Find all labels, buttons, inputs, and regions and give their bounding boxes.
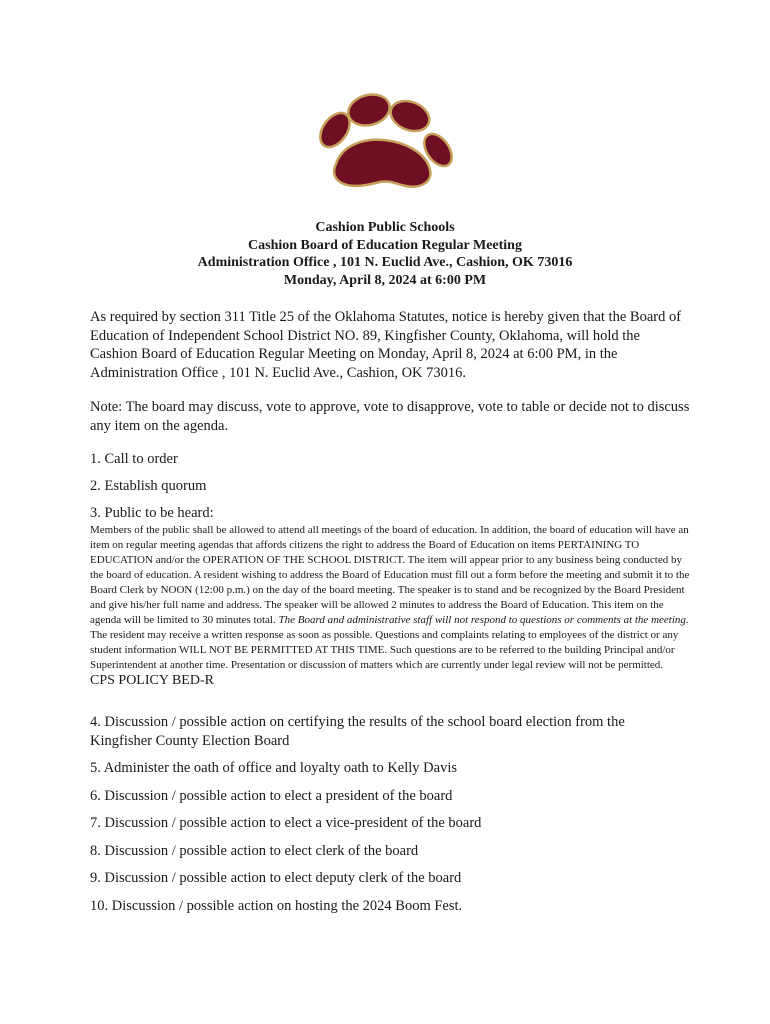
agenda-item-3: 3. Public to be heard: <box>90 505 214 521</box>
meeting-location: Administration Office , 101 N. Euclid Ave., Cashion, OK 73016 <box>197 255 573 270</box>
notice-paragraph: As required by section 311 Title 25 of the Oklahoma Statutes, notice is hereby given that the Board of Education of Independent School District NO. 89, Kingfisher County, Oklahoma, will hold the Cashion Board of Education Regular Meeting on Monday, April 8, 2024 at 6:00 PM, in the Administration Office , 101 N. Euclid Ave., Cashion, OK 73016. <box>90 309 682 381</box>
policy-text-2: The resident may receive a written response as soon as possible. Questions and complaints relating to employees of the district or any student information WILL NOT BE PERMITTED AT THIS TIME. Such questions are to be referred to the building Principal and/or Superintendent at another time. Presentation or discussion of matters which are currently under legal review will not be permitted. <box>90 629 679 671</box>
agenda-item-4: 4. Discussion / possible action on certifying the results of the school board election from the Kingfisher County Election Board <box>90 714 625 749</box>
agenda-item-2: 2. Establish quorum <box>90 478 207 494</box>
note-paragraph: Note: The board may discuss, vote to approve, vote to disapprove, vote to table or decide not to discuss any item on the agenda. <box>90 399 690 434</box>
agenda-item-1: 1. Call to order <box>90 451 178 467</box>
agenda-item-6: 6. Discussion / possible action to elect a president of the board <box>90 788 453 804</box>
meeting-date: Monday, April 8, 2024 at 6:00 PM <box>283 272 487 288</box>
meeting-title: Cashion Board of Education Regular Meeting <box>248 237 522 253</box>
agenda-item-7: 7. Discussion / possible action to elect a vice-president of the board <box>90 815 482 831</box>
school-name: Cashion Public Schools <box>315 220 455 235</box>
policy-text-italic: The Board and administrative staff will not respond to questions or comments at the meeting. <box>278 614 689 626</box>
agenda-item-9: 9. Discussion / possible action to elect deputy clerk of the board <box>90 870 462 886</box>
public-comment-policy <box>90 523 690 689</box>
policy-reference: CPS POLICY BED-R <box>90 673 214 688</box>
agenda-item-8: 8. Discussion / possible action to elect clerk of the board <box>90 843 419 859</box>
agenda-item-5: 5. Administer the oath of office and loyalty oath to Kelly Davis <box>90 760 457 776</box>
meeting-header <box>0 219 770 289</box>
policy-text-1: Members of the public shall be allowed to attend all meetings of the board of education. In addition, the board of education will have an item on regular meeting agendas that affords citizens the right to address the Board of Education on items PERTAINING TO EDUCATION and/or the OPERATION OF THE SCHOOL DISTRICT. The item will appear prior to any business being conducted by the board of education. A resident wishing to address the Board of Education must fill out a form before the meeting and submit it to the Board Clerk by NOON (12:00 p.m.) on the day of the board meeting. The speaker is to stand and be recognized by the Board President and give his/her full name and address. The speaker will be allowed 2 minutes to address the Board of Education. This item on the agenda will be limited to 30 minutes total. <box>90 524 690 626</box>
paw-print-icon <box>306 90 466 190</box>
agenda-item-10: 10. Discussion / possible action on hosting the 2024 Boom Fest. <box>90 898 463 914</box>
